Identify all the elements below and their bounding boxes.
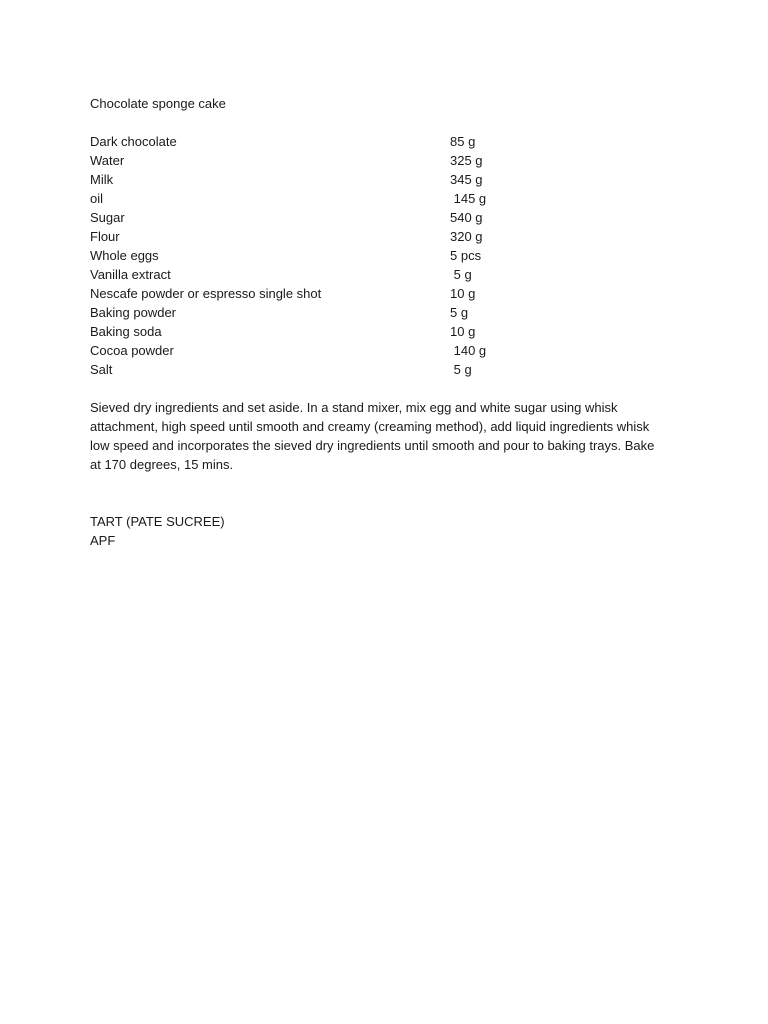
ingredient-row (90, 151, 680, 170)
ingredient-quantity: 345 g (450, 172, 483, 187)
ingredient-row (90, 227, 680, 246)
ingredient-name: Salt (90, 362, 113, 377)
ingredient-quantity: 540 g (450, 210, 483, 225)
ingredient-quantity: 140 g (450, 343, 487, 358)
ingredient-list (90, 132, 680, 379)
ingredient-name: Baking powder (90, 305, 176, 320)
ingredient-row (90, 265, 680, 284)
ingredient-row (90, 189, 680, 208)
ingredient-row (90, 341, 680, 360)
ingredient-name: Vanilla extract (90, 267, 171, 282)
ingredient-name: oil (90, 191, 104, 206)
ingredient-row (90, 303, 680, 322)
method-paragraph: Sieved dry ingredients and set aside. In a stand mixer, mix egg and white sugar using whisk attachment, high speed until smooth and creamy (creaming method), add liquid ingredients whisk low speed and incorporates the sieved dry ingredients until smooth and pour to baking trays. Bake at 170 degrees, 15 mins. (90, 400, 655, 472)
section-spacer (90, 474, 680, 512)
tart-subheading: APF (90, 533, 116, 548)
tart-title: TART (PATE SUCREE) (90, 514, 225, 529)
ingredient-quantity: 145 g (450, 191, 487, 206)
ingredient-row (90, 132, 680, 151)
recipe-title: Chocolate sponge cake (90, 96, 226, 111)
ingredient-quantity: 5 g (450, 362, 472, 377)
ingredient-quantity: 320 g (450, 229, 483, 244)
ingredient-name: Baking soda (90, 324, 162, 339)
ingredient-name: Dark chocolate (90, 134, 177, 149)
ingredient-row (90, 284, 680, 303)
ingredient-name: Whole eggs (90, 248, 159, 263)
ingredient-row (90, 246, 680, 265)
ingredient-quantity: 85 g (450, 134, 476, 149)
ingredient-name: Cocoa powder (90, 343, 174, 358)
ingredient-quantity: 5 g (450, 267, 472, 282)
ingredient-name: Sugar (90, 210, 125, 225)
ingredient-quantity: 325 g (450, 153, 483, 168)
document-page (90, 94, 680, 550)
ingredient-row (90, 360, 680, 379)
ingredient-quantity: 10 g (450, 324, 476, 339)
ingredient-row (90, 208, 680, 227)
ingredient-quantity: 5 pcs (450, 248, 482, 263)
ingredient-quantity: 5 g (450, 305, 469, 320)
ingredient-row (90, 170, 680, 189)
ingredient-row (90, 322, 680, 341)
ingredient-name: Milk (90, 172, 114, 187)
ingredient-name: Flour (90, 229, 120, 244)
ingredient-name: Nescafe powder or espresso single shot (90, 286, 322, 301)
ingredient-name: Water (90, 153, 125, 168)
ingredient-quantity: 10 g (450, 286, 476, 301)
